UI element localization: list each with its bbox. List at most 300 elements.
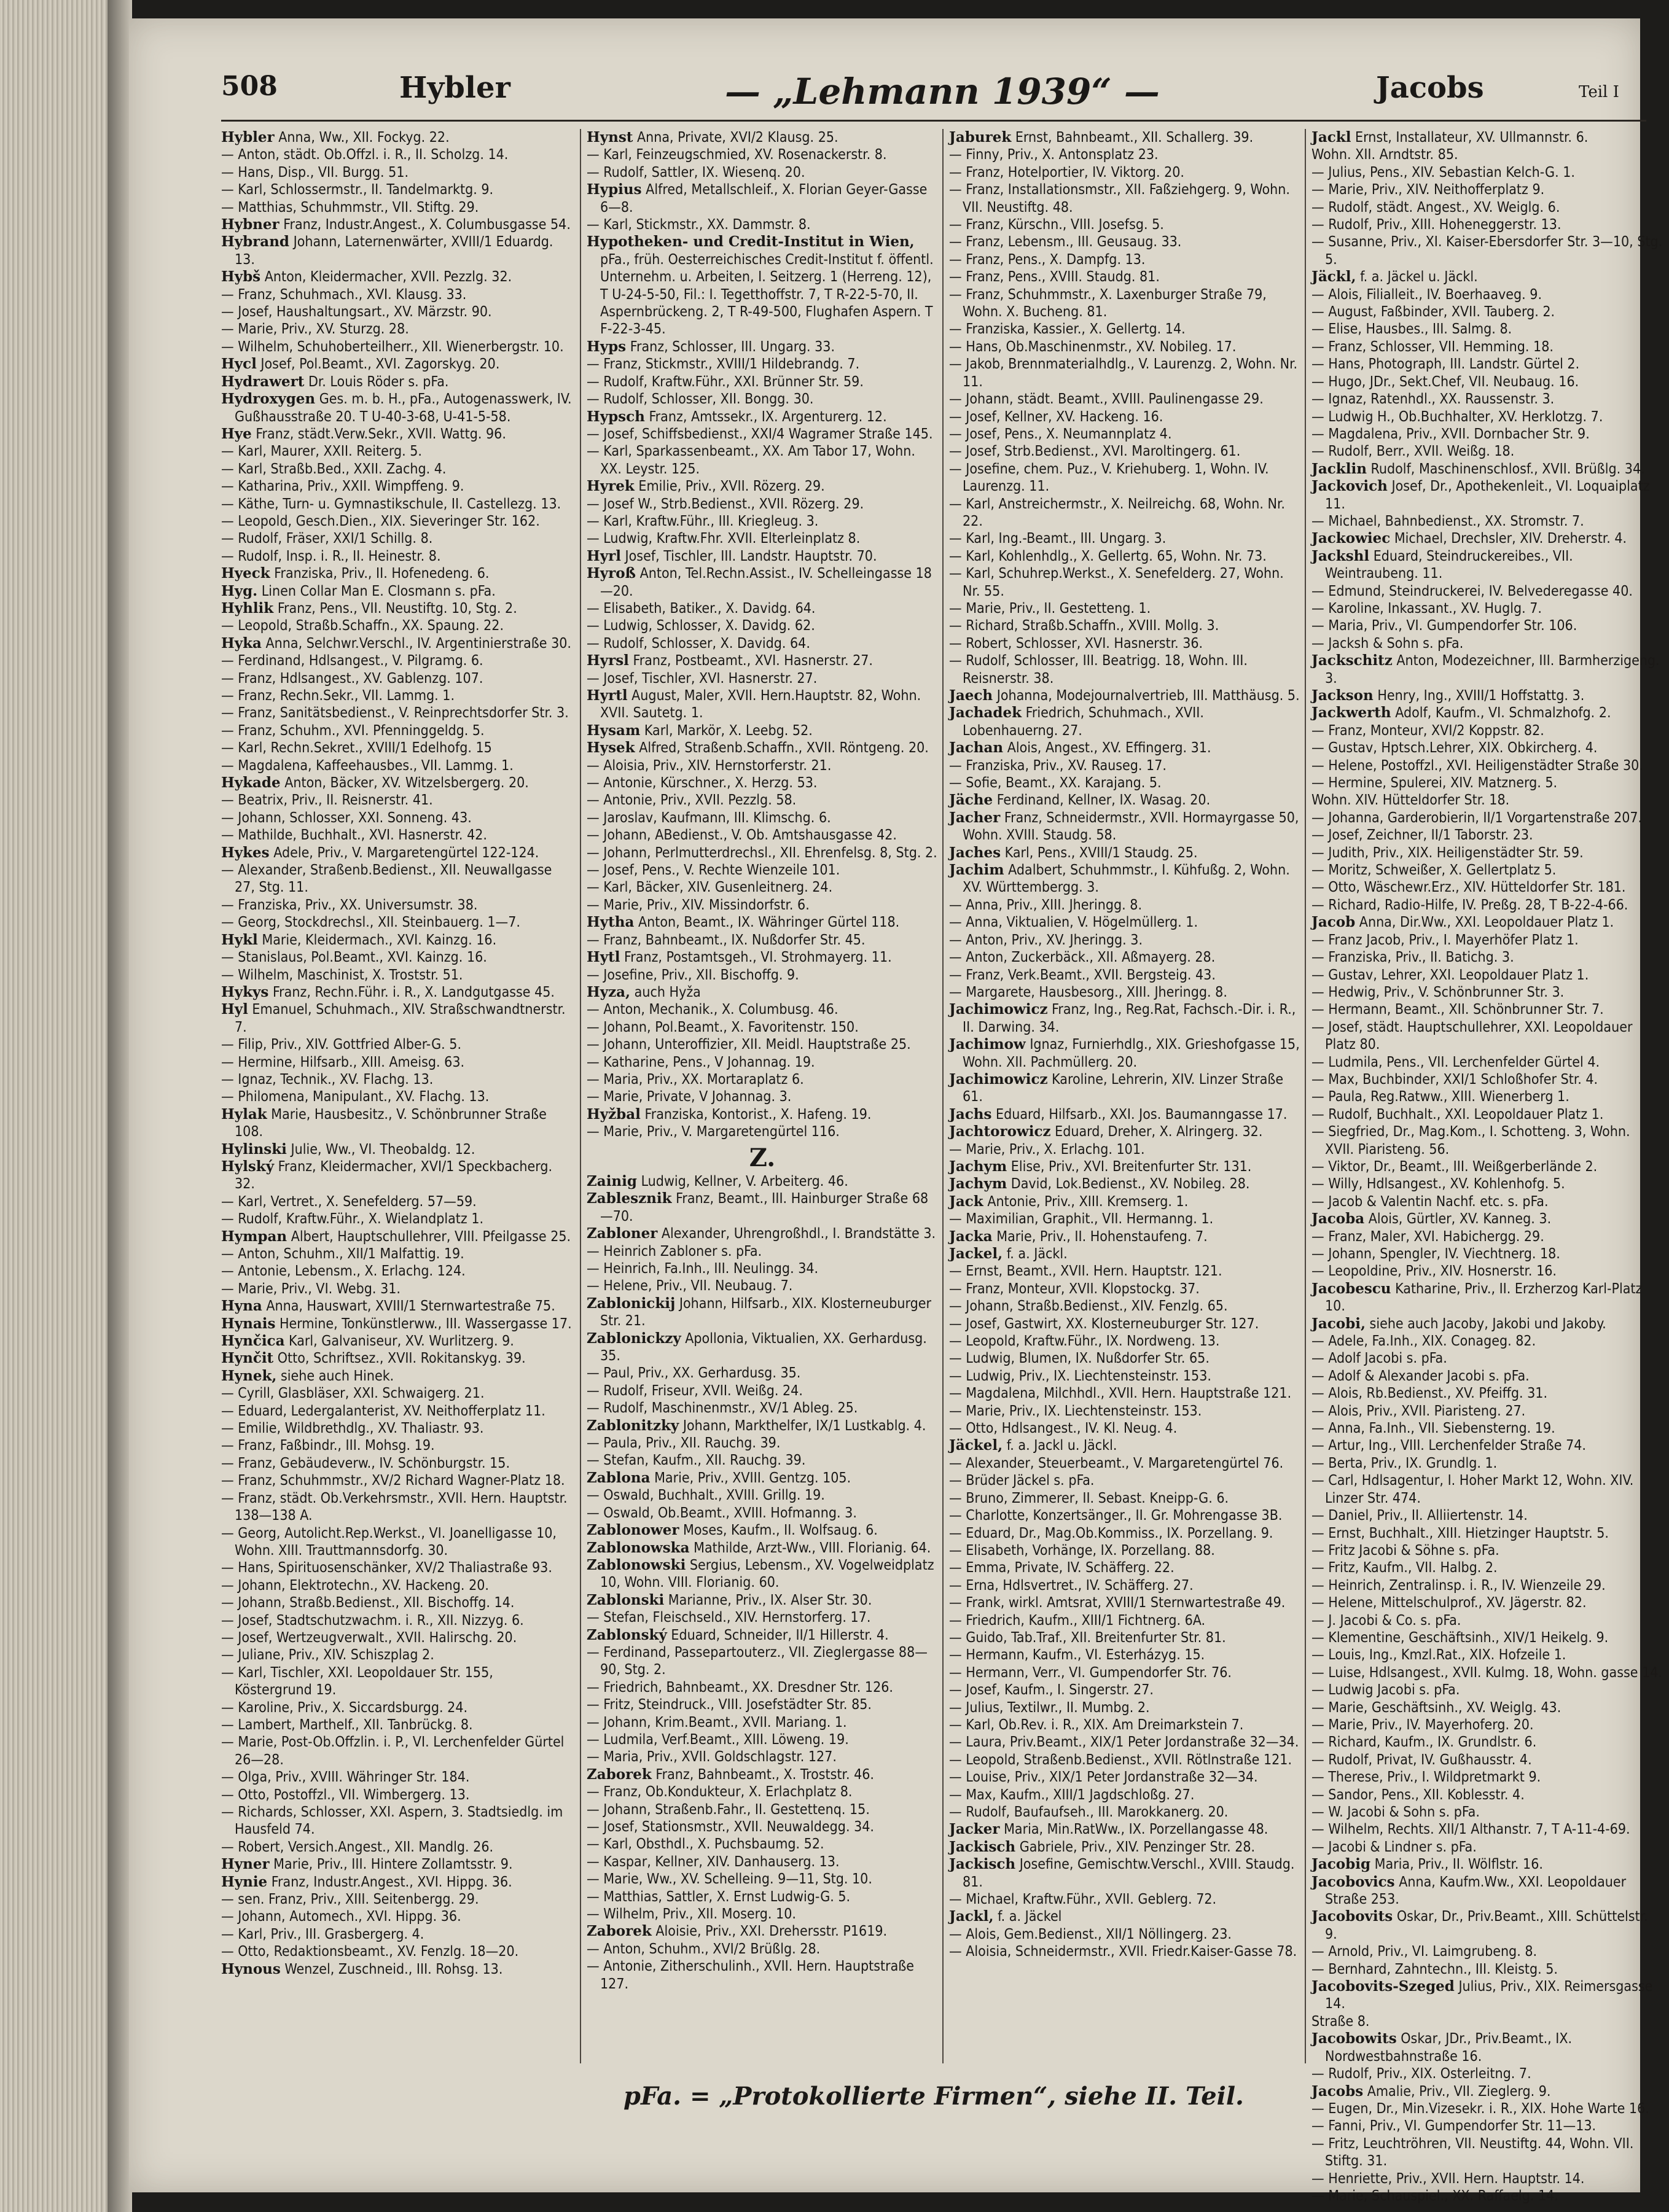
directory-entry: [1311, 1437, 1663, 1454]
directory-entry: [1311, 722, 1663, 739]
entry-details: — Franziska, Kassier., X. Gellertg. 14.: [949, 321, 1186, 338]
entry-details: Sergius, Lebensm., XV. Vogelweidplatz 10, Wohn. VIII. Florianig. 60.: [600, 1557, 934, 1591]
entry-details: — Franz, städt. Ob.Verkehrsmstr., XVII. Hern. Hauptstr. 138—138 A.: [221, 1490, 568, 1524]
directory-entry: [221, 1071, 573, 1088]
entry-details: — Richards, Schlosser, XXI. Aspern, 3. Stadtsiedlg. im Hausfeld 74.: [221, 1804, 563, 1838]
directory-entry: [949, 216, 1300, 233]
entry-details: — Fritz Jacobi & Söhne s. pFa.: [1311, 1542, 1499, 1559]
directory-entry: [949, 1175, 1300, 1193]
directory-entry: [587, 129, 938, 146]
directory-entry: [949, 652, 1300, 687]
directory-entry: [587, 1260, 938, 1277]
directory-entry: [1311, 1228, 1663, 1245]
entry-details: — Franz, Pens., X. Dampfg. 13.: [949, 251, 1146, 268]
directory-entry: [587, 1417, 938, 1435]
directory-entry: [1311, 1210, 1663, 1228]
entry-surname: Hyhlik: [221, 599, 274, 617]
entry-details: — Anton, Priv., XV. Jheringg. 3.: [949, 932, 1143, 948]
directory-entry: [1311, 1594, 1663, 1611]
entry-details: — Maria, Priv., XVII. Goldschlagstr. 127.: [587, 1749, 837, 1766]
entry-details: Franz, Rechn.Führ. i. R., X. Landgutgasse 45.: [272, 984, 555, 1000]
entry-details: Anna, Dir.Ww., XXI. Leopoldauer Platz 1.: [1359, 914, 1614, 931]
entry-surname: Zablonickij: [587, 1295, 676, 1312]
directory-entry: [1311, 862, 1663, 879]
directory-entry: [1311, 1333, 1663, 1350]
directory-entry: [1311, 1943, 1663, 1960]
directory-entry: [587, 164, 938, 181]
directory-page: [129, 18, 1663, 2204]
entry-surname: Jackisch: [949, 1838, 1016, 1855]
entry-details: — Wilhelm, Rechts. XII/1 Althanstr. 7, T A-11-4-69.: [1311, 1821, 1630, 1838]
entry-surname: Jäckl,: [1311, 268, 1356, 286]
entry-surname: Zablonower: [587, 1522, 679, 1539]
entry-details: Alfred, Straßenb.Schaffn., XVII. Röntgeng. 20.: [639, 740, 929, 757]
entry-surname: Jacobovics: [1311, 1873, 1395, 1890]
directory-entry: [587, 1783, 938, 1801]
entry-details: — Rudolf, Buchhalt., XXI. Leopoldauer Platz 1.: [1311, 1106, 1604, 1123]
entry-details: — Johann, Pol.Beamt., X. Favoritenstr. 150.: [587, 1019, 859, 1035]
directory-entry: [1311, 2013, 1663, 2030]
directory-entry: [221, 1298, 573, 1315]
entry-details: — Franz, Maler, XVI. Habichergg. 29.: [1311, 1228, 1544, 1245]
entry-details: Maria, Priv., II. Wölflstr. 16.: [1374, 1856, 1543, 1873]
entry-details: Eduard, Schneider, II/1 Hillerstr. 4.: [671, 1627, 889, 1643]
entry-details: Franz, Postbeamt., XVI. Hasnerstr. 27.: [633, 653, 874, 669]
entry-details: Wohn. XIV. Hütteldorfer Str. 18.: [1311, 792, 1510, 809]
directory-entry: [1311, 321, 1663, 338]
directory-entry: [221, 1926, 573, 1943]
directory-entry: [949, 356, 1300, 391]
directory-entry: [949, 1594, 1300, 1611]
directory-entry: [1311, 1455, 1663, 1472]
entry-details: — Stefan, Fleischseld., XIV. Hernstorferg. 17.: [587, 1610, 871, 1626]
entry-details: — Johanna, Garderobierin, II/1 Vorgartenstraße 207.: [1311, 809, 1643, 826]
entry-details: f. a. Jackl u. Jäckl.: [1006, 1438, 1117, 1454]
entry-details: — Josef, Tischler, XVI. Hasnerstr. 27.: [587, 670, 818, 687]
directory-entry: [221, 984, 573, 1001]
entry-details: — Ferdinand, Passepartouterz., VII. Zieglergasse 88—90, Stg. 2.: [587, 1644, 928, 1678]
entry-surname: Zabloner: [587, 1225, 658, 1242]
entry-details: — Gustav, Hptsch.Lehrer, XIX. Obkircherg. 4.: [1311, 740, 1598, 757]
directory-entry: [1311, 164, 1663, 181]
directory-entry: [1311, 1786, 1663, 1804]
directory-entry: [1311, 2065, 1663, 2082]
entry-details: — Franz, Installationsmstr., XII. Faßziehgerg. 9, Wohn. VII. Neustiftg. 48.: [949, 182, 1290, 216]
directory-entry: [1311, 1315, 1663, 1333]
directory-entry: [221, 338, 573, 356]
entry-details: — Franz, Schuhmmstr., X. Laxenburger Straße 79, Wohn. X. Bucheng. 81.: [949, 286, 1267, 321]
directory-entry: [587, 1731, 938, 1748]
directory-entry: [221, 1525, 573, 1560]
directory-entry: [587, 1001, 938, 1018]
entry-details: — Josef, Stadtschutzwachm. i. R., XII. Nizzyg. 6.: [221, 1612, 524, 1629]
directory-entry: [1311, 583, 1663, 600]
directory-entry: [949, 1507, 1300, 1524]
entry-details: — Ludwig, Schlosser, X. Davidg. 62.: [587, 618, 815, 634]
directory-entry: [1311, 1542, 1663, 1559]
entry-details: — Hugo, JDr., Sekt.Chef, VII. Neubaug. 16.: [1311, 373, 1579, 390]
entry-surname: Hytha: [587, 914, 635, 931]
entry-details: — Anton, Mechanik., X. Columbusg. 46.: [587, 1002, 838, 1018]
entry-surname: Zablonitzky: [587, 1417, 679, 1434]
entry-details: — Anna, Fa.Inh., VII. Siebensterng. 19.: [1311, 1420, 1555, 1437]
directory-entry: [221, 530, 573, 547]
entry-details: — Franz, Rechn.Sekr., VII. Lammg. 1.: [221, 688, 455, 704]
header-first-entry: Hybler: [399, 71, 510, 105]
entry-details: — Louise, Priv., XIX/1 Peter Jordanstraße 32—34.: [949, 1769, 1258, 1786]
entry-details: — Franziska, Priv., XX. Universumstr. 38.: [221, 897, 478, 913]
entry-details: — Leopold, Kraftw.Führ., IX. Nordweng. 13.: [949, 1333, 1220, 1350]
entry-details: — Rudolf, Schlosser, XII. Bongg. 30.: [587, 391, 814, 408]
entry-details: — Oswald, Ob.Beamt., XVIII. Hofmanng. 3.: [587, 1505, 857, 1521]
directory-entry: [1311, 809, 1663, 827]
directory-entry: [1311, 984, 1663, 1001]
directory-entry: [587, 216, 938, 233]
entry-surname: Zaborek: [587, 1766, 652, 1783]
directory-entry: [1311, 1019, 1663, 1054]
directory-entry: [221, 827, 573, 844]
entry-details: — Karl, Schlossermstr., II. Tandelmarktg. 9.: [221, 182, 494, 198]
directory-entry: [221, 513, 573, 530]
entry-surname: Hykade: [221, 774, 281, 792]
directory-entry: [221, 1943, 573, 1960]
directory-entry: [949, 251, 1300, 268]
directory-entry: [949, 426, 1300, 443]
entry-details: — Hermann, Beamt., XII. Schönbrunner Str. 7.: [1311, 1002, 1604, 1018]
entry-surname: Jacobig: [1311, 1856, 1371, 1873]
entry-surname: Hyrek: [587, 478, 635, 495]
entry-details: Marianne, Priv., IX. Alser Str. 30.: [668, 1592, 872, 1608]
entry-surname: Hylský: [221, 1158, 275, 1175]
entry-details: — Antonie, Lebensm., X. Erlachg. 124.: [221, 1263, 466, 1280]
directory-entry: [1311, 286, 1663, 303]
entry-details: Anna, Private, XVI/2 Klausg. 25.: [636, 130, 838, 146]
entry-details: Gabriele, Priv., XIV. Penzinger Str. 28.: [1019, 1839, 1256, 1855]
column-divider: [580, 129, 581, 2063]
entry-details: — Antonie, Zitherschulinh., XVII. Hern. Hauptstraße 127.: [587, 1958, 915, 1992]
entry-details: — Alois, Filialleit., IV. Boerhaaveg. 9.: [1311, 286, 1542, 303]
directory-entry: [221, 129, 573, 146]
directory-entry: [949, 844, 1300, 862]
entry-details: — Fritz, Kaufm., VII. Halbg. 2.: [1311, 1560, 1498, 1576]
directory-entry: [587, 1225, 938, 1242]
entry-details: — Marie, Priv., II. Gestetteng. 1.: [949, 600, 1151, 617]
entry-details: Anna, Selchwr.Verschl., IV. Argentinierstraße 30.: [265, 635, 571, 652]
entry-details: — Elisabeth, Vorhänge, IX. Porzellang. 88.: [949, 1542, 1215, 1559]
entry-surname: Hydrawert: [221, 373, 305, 390]
entry-details: — Käthe, Turn- u. Gymnastikschule, II. Castellezg. 13.: [221, 496, 561, 512]
entry-details: — Guido, Tab.Traf., XII. Breitenfurter Str. 81.: [949, 1629, 1226, 1646]
entry-details: Ignaz, Furnierhdlg., XIX. Grieshofgasse 15, Wohn. XII. Pachmüllerg. 20.: [963, 1037, 1300, 1070]
entry-details: — Aloisia, Schneidermstr., XVII. Friedr.Kaiser-Gasse 78.: [949, 1944, 1297, 1960]
directory-entry: [587, 827, 938, 844]
entry-details: Hermine, Tonkünstlerww., III. Wassergasse 17.: [279, 1315, 572, 1332]
entry-details: Julius, Priv., XIX. Reimersgasse 14.: [1325, 1979, 1653, 2012]
entry-details: — Marie, Priv., X. Erlachg. 101.: [949, 1141, 1145, 1158]
entry-details: — Johann, Automech., XVI. Hippg. 36.: [221, 1909, 461, 1925]
header-rule: [221, 120, 1646, 122]
directory-entry: [949, 1751, 1300, 1769]
directory-entry: [949, 1804, 1300, 1821]
directory-entry: [949, 774, 1300, 792]
entry-details: — Aloisia, Priv., XIV. Hernstorferstr. 21.: [587, 757, 832, 774]
entry-details: — Karl, Stickmstr., XX. Dammstr. 8.: [587, 217, 811, 233]
directory-entry: [1311, 1716, 1663, 1734]
entry-surname: Hyroß: [587, 565, 636, 582]
directory-entry: [221, 583, 573, 600]
directory-entry: [949, 1525, 1300, 1542]
entry-details: — Ignaz, Ratenhdl., XX. Raussenstr. 3.: [1311, 391, 1555, 408]
directory-entry: [221, 1577, 573, 1594]
directory-entry: [221, 670, 573, 687]
directory-entry: [1311, 461, 1663, 478]
column-2: [587, 129, 938, 2063]
entry-details: siehe auch Hinek.: [280, 1368, 394, 1384]
directory-entry: [1311, 600, 1663, 617]
directory-entry: [221, 1646, 573, 1664]
entry-details: Anton, Beamt., IX. Währinger Gürtel 118.: [638, 914, 900, 931]
entry-details: f. a. Jäckel u. Jäckl.: [1360, 269, 1478, 286]
entry-surname: Jäche: [949, 792, 993, 809]
directory-entry: [1311, 1263, 1663, 1280]
directory-entry: [221, 1245, 573, 1263]
entry-details: Franz, Ing., Reg.Rat, Fachsch.-Dir. i. R., II. Darwing. 34.: [963, 1002, 1296, 1035]
entry-details: — Leopold, Straßb.Schaffn., XX. Spaung. 22.: [221, 618, 504, 634]
entry-details: — Anton, Zuckerbäck., XII. Aßmayerg. 28.: [949, 949, 1216, 966]
directory-entry: [949, 1385, 1300, 1402]
entry-details: — Otto, Redaktionsbeamt., XV. Fenzlg. 18—20.: [221, 1944, 519, 1960]
directory-entry: [949, 1926, 1300, 1943]
header-part-label: Teil I: [1579, 83, 1619, 101]
entry-details: — Beatrix, Priv., II. Reisnerstr. 41.: [221, 792, 433, 809]
directory-entry: [587, 373, 938, 391]
directory-entry: [587, 1243, 938, 1260]
entry-details: — Elisabeth, Batiker., X. Davidg. 64.: [587, 600, 816, 617]
entry-details: Marie, Kleidermach., XVI. Kainzg. 16.: [262, 932, 497, 948]
directory-entry: [221, 146, 573, 163]
entry-details: — Matthias, Schuhmmstr., VII. Stiftg. 29.: [221, 199, 479, 216]
entry-details: Karl, Galvaniseur, XV. Wurlitzerg. 9.: [289, 1333, 514, 1350]
entry-details: — Eugen, Dr., Min.Vizesekr. i. R., XIX. Hohe Warte 16.: [1311, 2100, 1649, 2117]
entry-surname: Jacker: [949, 1821, 1000, 1838]
entry-details: — Adolf & Alexander Jacobi s. pFa.: [1311, 1368, 1530, 1384]
entry-details: Karl, Pens., XVIII/1 Staudg. 25.: [1004, 844, 1198, 861]
directory-entry: [949, 1646, 1300, 1664]
directory-entry: [221, 565, 573, 582]
directory-entry: [949, 1350, 1300, 1367]
entry-details: Anton, Kleidermacher, XVII. Pezzlg. 32.: [264, 269, 512, 286]
entry-surname: Hympan: [221, 1228, 287, 1245]
directory-entry: [221, 1664, 573, 1699]
directory-entry: [587, 478, 938, 495]
entry-surname: Jackschitz: [1311, 652, 1393, 669]
directory-entry: [1311, 303, 1663, 321]
directory-entry: [587, 774, 938, 792]
entry-details: — Richard, Straßb.Schaffn., XVIII. Mollg. 3.: [949, 618, 1219, 634]
entry-details: — Carl, Hdlsagentur, I. Hoher Markt 12, Wohn. XIV. Linzer Str. 474.: [1311, 1473, 1634, 1506]
directory-entry: [949, 1368, 1300, 1385]
entry-details: Franz, Postamtsgeh., VI. Strohmayerg. 11.: [624, 949, 892, 966]
directory-entry: [221, 1629, 573, 1646]
entry-details: — Josef, Schiffsbedienst., XXI/4 Wagramer Straße 145.: [587, 426, 933, 442]
entry-details: — Ernst, Beamt., XVII. Hern. Hauptstr. 121.: [949, 1263, 1222, 1280]
entry-surname: Hykl: [221, 931, 258, 948]
directory-entry: [1311, 1420, 1663, 1437]
entry-details: — Josefine, Priv., XII. Bischoffg. 9.: [587, 967, 799, 983]
entry-details: Anna, Ww., XII. Fockyg. 22.: [278, 130, 450, 146]
entry-surname: Hyrsl: [587, 652, 629, 669]
entry-surname: Jachym: [949, 1158, 1007, 1175]
entry-details: Anna, Kaufm.Ww., XXI. Leopoldauer Straße 253.: [1325, 1874, 1627, 1908]
entry-details: — Johann, Perlmutterdrechsl., XII. Ehrenfelsg. 8, Stg. 2.: [587, 844, 937, 861]
directory-entry: [221, 1350, 573, 1367]
entry-details: — Richard, Kaufm., IX. Grundlstr. 6.: [1311, 1734, 1537, 1751]
directory-entry: [949, 967, 1300, 984]
entry-details: — Ludmila, Verf.Beamt., XIII. Löweng. 19.: [587, 1731, 849, 1748]
entry-details: — Wilhelm, Priv., XII. Moserg. 10.: [587, 1906, 796, 1923]
directory-entry: [587, 862, 938, 879]
directory-entry: [587, 1609, 938, 1626]
entry-surname: Jacobi,: [1311, 1315, 1366, 1332]
directory-entry: [949, 1786, 1300, 1804]
entry-details: — Michael, Bahnbedienst., XX. Stromstr. 7.: [1311, 513, 1584, 529]
directory-entry: [587, 652, 938, 669]
entry-details: Katharine, Priv., II. Erzherzog Karl-Platz 10.: [1325, 1280, 1643, 1315]
directory-entry: [587, 1071, 938, 1088]
entry-details: — Eduard, Dr., Mag.Ob.Kommiss., IX. Porzellang. 9.: [949, 1525, 1273, 1541]
entry-details: — Franz, Stickmstr., XVIII/1 Hildebrandg. 7.: [587, 356, 860, 373]
directory-entry: [949, 1455, 1300, 1472]
entry-details: — Marie, Geschäftsinh., XV. Weiglg. 43.: [1311, 1699, 1562, 1716]
directory-entry: [587, 1505, 938, 1522]
entry-details: — Jakob, Brennmaterialhdlg., V. Laurenzg. 2, Wohn. Nr. 11.: [949, 356, 1298, 390]
directory-entry: [587, 914, 938, 931]
directory-entry: [1311, 2187, 1663, 2205]
directory-entry: [587, 844, 938, 862]
entry-details: Josef, Dr., Apothekenleit., VI. Loquaiplatz 11.: [1325, 478, 1650, 512]
directory-entry: [1311, 356, 1663, 373]
directory-entry: [949, 635, 1300, 652]
entry-surname: Zablonickzy: [587, 1330, 681, 1347]
directory-entry: [587, 1557, 938, 1592]
entry-details: Franz, Amtssekr., IX. Argenturerg. 12.: [649, 408, 887, 425]
entry-details: Karl, Markör, X. Leebg. 52.: [644, 722, 813, 739]
entry-details: Marie, Priv., XVIII. Gentzg. 105.: [654, 1470, 851, 1486]
directory-entry: [587, 809, 938, 827]
entry-details: Alois, Angest., XV. Effingerg. 31.: [1007, 740, 1211, 757]
entry-details: — Josef, Gastwirt, XX. Klosterneuburger Str. 127.: [949, 1315, 1259, 1332]
directory-entry: [221, 914, 573, 931]
directory-entry: [949, 1210, 1300, 1228]
entry-details: Ernst, Bahnbeamt., XII. Schallerg. 39.: [1015, 130, 1254, 146]
directory-entry: [949, 1001, 1300, 1036]
directory-entry: [587, 1054, 938, 1071]
entry-details: — Margarete, Hausbesorg., XIII. Jheringg. 8.: [949, 984, 1227, 1000]
entry-details: — Otto, Postoffzl., VII. Wimbergerg. 13.: [221, 1786, 470, 1803]
entry-details: — Otto, Hdlsangest., IV. Kl. Neug. 4.: [949, 1420, 1178, 1437]
directory-entry: [949, 565, 1300, 600]
entry-details: — Georg, Autolicht.Rep.Werkst., VI. Joanelligasse 10, Wohn. XIII. Trauttmannsdorfg. 30.: [221, 1525, 557, 1559]
entry-details: Franz, Industr.Angest., X. Columbusgasse 54.: [283, 217, 571, 233]
entry-surname: Jackson: [1311, 687, 1374, 704]
entry-details: — Katharina, Priv., XXII. Wimpffeng. 9.: [221, 478, 464, 495]
entry-details: August, Maler, XVII. Hern.Hauptstr. 82, Wohn. XVII. Sautetg. 1.: [600, 688, 921, 722]
entry-details: — Franz, Schuhmmstr., XV/2 Richard Wagner-Platz 18.: [221, 1473, 565, 1489]
entry-surname: Jackl: [1311, 129, 1351, 146]
entry-surname: Jackwerth: [1311, 704, 1391, 722]
entry-details: — Leopoldine, Priv., XIV. Hosnerstr. 16.: [1311, 1263, 1557, 1280]
entry-surname: Jachim: [949, 862, 1004, 879]
entry-details: — Franz, Schlosser, VII. Hemming. 18.: [1311, 338, 1554, 355]
entry-details: — Jacksh & Sohn s. pFa.: [1311, 635, 1464, 652]
entry-details: — Anton, Schuhm., XVI/2 Brüßlg. 28.: [587, 1941, 821, 1957]
entry-details: — Julius, Textilwr., II. Mumbg. 2.: [949, 1699, 1150, 1716]
entry-details: — Filip, Priv., XIV. Gottfried Alber-G. 5.: [221, 1037, 462, 1053]
directory-entry: [221, 704, 573, 722]
entry-details: — Friedrich, Kaufm., XIII/1 Fichtnerg. 6A.: [949, 1612, 1206, 1629]
directory-entry: [949, 1577, 1300, 1594]
entry-surname: Jacka: [949, 1228, 993, 1245]
entry-details: — Josef, Haushaltungsart., XV. Märzstr. 90.: [221, 304, 492, 321]
directory-entry: [587, 1871, 938, 1888]
entry-details: Josef, Pol.Beamt., XVI. Zagorskyg. 20.: [260, 356, 500, 373]
directory-entry: [1311, 635, 1663, 652]
column-1: [221, 129, 573, 2063]
entry-details: — Anton, Schuhm., XII/1 Malfattig. 19.: [221, 1246, 464, 1262]
directory-entry: [1311, 1158, 1663, 1175]
directory-entry: [1311, 548, 1663, 583]
directory-entry: [949, 1716, 1300, 1734]
entry-details: — Maximilian, Graphit., VII. Hermanng. 1.: [949, 1211, 1214, 1228]
directory-entry: [1311, 1193, 1663, 1210]
directory-entry: [587, 1452, 938, 1469]
entry-details: — Marie, Private, V Johannag. 3.: [587, 1089, 792, 1105]
directory-entry: [221, 862, 573, 897]
directory-entry: [949, 1280, 1300, 1298]
entry-details: — Berta, Priv., IX. Grundlg. 1.: [1311, 1455, 1498, 1471]
directory-entry: [1311, 1350, 1663, 1367]
directory-entry: [587, 1295, 938, 1330]
entry-details: Alois, Gürtler, XV. Kanneg. 3.: [1368, 1211, 1552, 1228]
entry-details: Anton, Bäcker, XV. Witzelsbergerg. 20.: [284, 775, 529, 792]
entry-details: — Sandor, Pens., XII. Koblesstr. 4.: [1311, 1786, 1525, 1803]
entry-surname: Jachtorowicz: [949, 1123, 1051, 1140]
entry-details: — Erna, Hdlsvertret., IV. Schäfferg. 27.: [949, 1577, 1194, 1594]
entry-surname: Jacoba: [1311, 1210, 1365, 1228]
directory-entry: [1311, 129, 1663, 146]
directory-entry: [221, 216, 573, 233]
directory-entry: [221, 1716, 573, 1734]
directory-entry: [221, 897, 573, 914]
directory-entry: [221, 1455, 573, 1472]
entry-details: Henry, Ing., XVIII/1 Hoffstattg. 3.: [1377, 688, 1585, 704]
directory-entry: [587, 1801, 938, 1818]
entry-details: — Friedrich, Bahnbeamt., XX. Dresdner Str. 126.: [587, 1679, 893, 1696]
directory-entry: [949, 1333, 1300, 1350]
directory-entry: [587, 1540, 938, 1557]
entry-surname: Jacobs: [1311, 2082, 1364, 2100]
directory-entry: [949, 1420, 1300, 1437]
directory-entry: [949, 1071, 1300, 1106]
entry-details: — Hans, Photograph, III. Landstr. Gürtel 2.: [1311, 356, 1580, 373]
entry-details: — Emma, Private, IV. Schäfferg. 22.: [949, 1560, 1175, 1576]
directory-entry: [949, 129, 1300, 146]
entry-details: — Gustav, Lehrer, XXI. Leopoldauer Platz 1.: [1311, 967, 1589, 983]
directory-entry: [587, 1888, 938, 1906]
directory-entry: [1311, 687, 1663, 704]
entry-surname: Jaburek: [949, 129, 1012, 146]
entry-surname: Hypsch: [587, 408, 645, 425]
